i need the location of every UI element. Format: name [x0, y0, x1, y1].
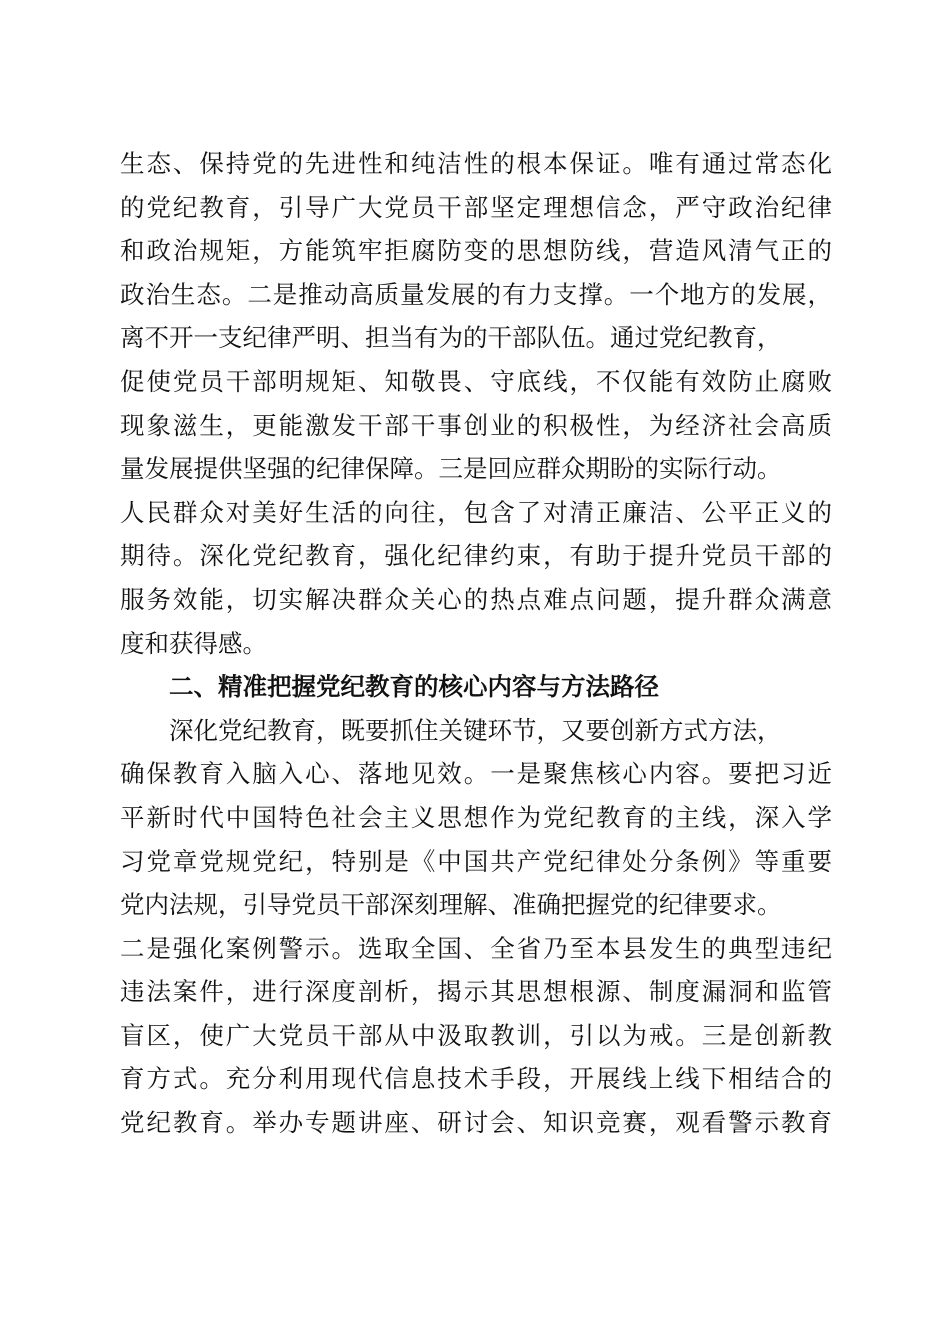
text-line: 人民群众对美好生活的向往，包含了对清正廉洁、公平正义的	[120, 497, 832, 527]
text-line: 现象滋生，更能激发干部干事创业的积极性，为经济社会高质	[120, 410, 832, 440]
text-line: 深化党纪教育，既要抓住关键环节，又要创新方式方法，	[169, 715, 782, 745]
text-line: 确保教育入脑入心、落地见效。一是聚焦核心内容。要把习近	[120, 759, 832, 789]
text-line: 平新时代中国特色社会主义思想作为党纪教育的主线，深入学	[120, 802, 832, 832]
text-line: 度和获得感。	[120, 628, 267, 658]
document-body	[120, 142, 832, 1145]
text-line: 服务效能，切实解决群众关心的热点难点问题，提升群众满意	[120, 584, 832, 614]
text-line: 政治生态。二是推动高质量发展的有力支撑。一个地方的发展，	[120, 279, 832, 309]
text-line: 的党纪教育，引导广大党员干部坚定理想信念，严守政治纪律	[120, 192, 832, 222]
text-line: 盲区，使广大党员干部从中汲取教训，引以为戒。三是创新教	[120, 1020, 832, 1050]
section-heading: 二、精准把握党纪教育的核心内容与方法路径	[169, 672, 659, 702]
text-line: 离不开一支纪律严明、担当有为的干部队伍。通过党纪教育，	[120, 323, 782, 353]
text-line: 和政治规矩，方能筑牢拒腐防变的思想防线，营造风清气正的	[120, 236, 832, 266]
text-line: 量发展提供坚强的纪律保障。三是回应群众期盼的实际行动。	[120, 454, 782, 484]
paragraph-methods	[120, 709, 832, 1145]
text-line: 期待。深化党纪教育，强化纪律约束，有助于提升党员干部的	[120, 541, 832, 571]
text-line: 违法案件，进行深度剖析，揭示其思想根源、制度漏洞和监管	[120, 977, 832, 1007]
text-line: 党内法规，引导党员干部深刻理解、准确把握党的纪律要求。	[120, 890, 782, 920]
text-line: 育方式。充分利用现代信息技术手段，开展线上线下相结合的	[120, 1064, 832, 1094]
text-line: 生态、保持党的先进性和纯洁性的根本保证。唯有通过常态化	[120, 149, 832, 178]
text-line: 党纪教育。举办专题讲座、研讨会、知识竞赛，观看警示教育	[120, 1108, 832, 1138]
text-line: 习党章党规党纪，特别是《中国共产党纪律处分条例》等重要	[120, 846, 832, 876]
text-line: 二是强化案例警示。选取全国、全省乃至本县发生的典型违纪	[120, 933, 832, 963]
text-line: 促使党员干部明规矩、知敬畏、守底线，不仅能有效防止腐败	[120, 366, 832, 396]
paragraph-continued	[120, 142, 832, 665]
